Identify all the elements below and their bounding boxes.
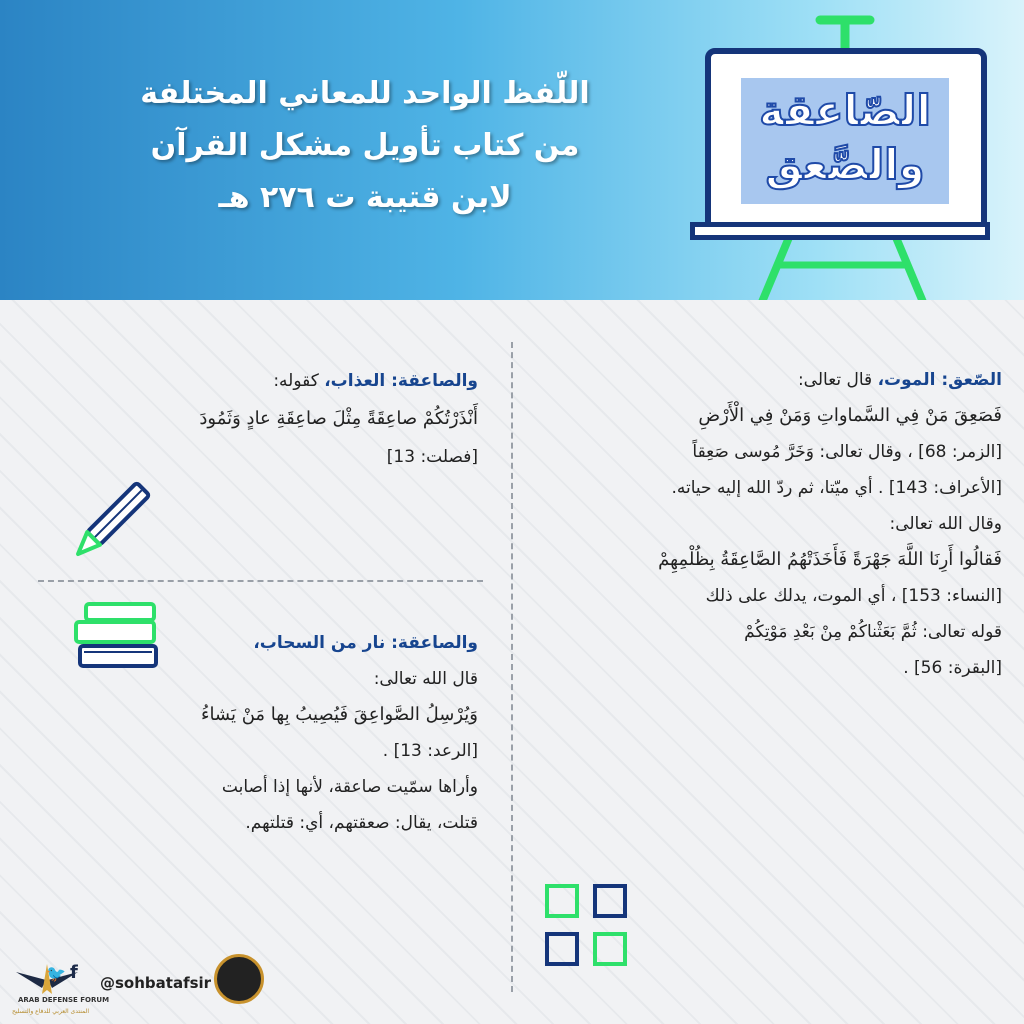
left-bottom-line-6: قتلت، يقال: صعقتهم، أي: قتلتهم. (245, 813, 478, 833)
header-line-3: لابن قتيبة ت ٢٧٦ هـ (218, 180, 512, 215)
square-green-2 (593, 932, 627, 966)
facebook-icon[interactable]: f (70, 962, 78, 983)
square-navy-2 (545, 932, 579, 966)
right-verse-2: فَقالُوا أَرِنَا اللَّهَ جَهْرَةً فَأَخَذَتْهُمُ الصَّاعِقَةُ بِظُلْمِهِمْ (658, 549, 1002, 570)
square-green-1 (545, 884, 579, 918)
left-bottom-heading: والصاعقة: نار من السحاب، (253, 633, 478, 653)
left-top-heading: والصاعقة: العذاب، (324, 371, 478, 391)
left-top-block (38, 362, 478, 476)
header-title (140, 68, 590, 224)
left-top-heading-tail: كقوله: (273, 371, 325, 391)
left-bottom-line-2: قال الله تعالى: (373, 669, 478, 689)
right-line-9: [البقرة: 56] . (903, 658, 1002, 678)
left-bottom-line-5: وأراها سمّيت صاعقة، لأنها إذا أصابت (221, 777, 478, 797)
footer-logo-text: ARAB DEFENSE FORUM (18, 996, 110, 1004)
right-line-5: وقال الله تعالى: (889, 514, 1002, 534)
square-navy-1 (593, 884, 627, 918)
left-top-heading-line (38, 362, 478, 400)
board-panel (741, 78, 949, 204)
header-line-2: من كتاب تأويل مشكل القرآن (150, 128, 580, 163)
right-heading-tail: قال تعالى: (797, 370, 878, 390)
footer-handle[interactable]: @sohbatafsir (100, 974, 212, 992)
left-top-verse: أَنْذَرْتُكُمْ صاعِقَةً مِثْلَ صاعِقَةِ عادٍ وَثَمُودَ (199, 408, 478, 429)
horizontal-divider (38, 580, 483, 582)
left-top-ref: [فصلت: 13] (386, 447, 478, 467)
books-icon (72, 600, 164, 672)
right-line-7: [النساء: 153] ، أي الموت، يدلك على ذلك (705, 586, 1002, 606)
pencil-icon (62, 480, 152, 570)
twitter-icon[interactable]: 🐦 (46, 964, 66, 983)
board-tray (690, 222, 990, 240)
footer-logo-sub: المنتدى العربي للدفاع والتسليح (12, 1008, 89, 1015)
left-bottom-ref: [الرعد: 13] . (382, 741, 478, 761)
board-title-line-1: الصّاعقة (759, 86, 931, 135)
right-line-8: قوله تعالى: ثُمَّ بَعَثْناكُمْ مِنْ بَعْدِ مَوْتِكُمْ (744, 622, 1002, 642)
board-title (741, 84, 949, 192)
board-title-line-2: والصَّعق (765, 140, 925, 189)
right-column (532, 362, 1002, 686)
channel-logo-icon (214, 954, 264, 1004)
header-line-1: اللّفظ الواحد للمعاني المختلفة (140, 76, 590, 111)
right-line-3: [الزمر: 68] ، وقال تعالى: وَخَرَّ مُوسى صَعِقاً (692, 442, 1002, 462)
vertical-divider (511, 342, 513, 992)
left-bottom-verse: وَيُرْسِلُ الصَّواعِقَ فَيُصِيبُ بِها مَنْ يَشاءُ (200, 704, 478, 725)
board-frame (705, 48, 987, 232)
right-verse-1: فَصَعِقَ مَنْ فِي السَّماواتِ وَمَنْ فِي الْأَرْضِ (698, 405, 1002, 426)
right-heading-line (532, 362, 1002, 398)
right-heading: الصّعق: الموت، (877, 370, 1002, 390)
right-line-4: [الأعراف: 143] . أي ميّتا، ثم ردّ الله إليه حياته. (671, 478, 1002, 498)
